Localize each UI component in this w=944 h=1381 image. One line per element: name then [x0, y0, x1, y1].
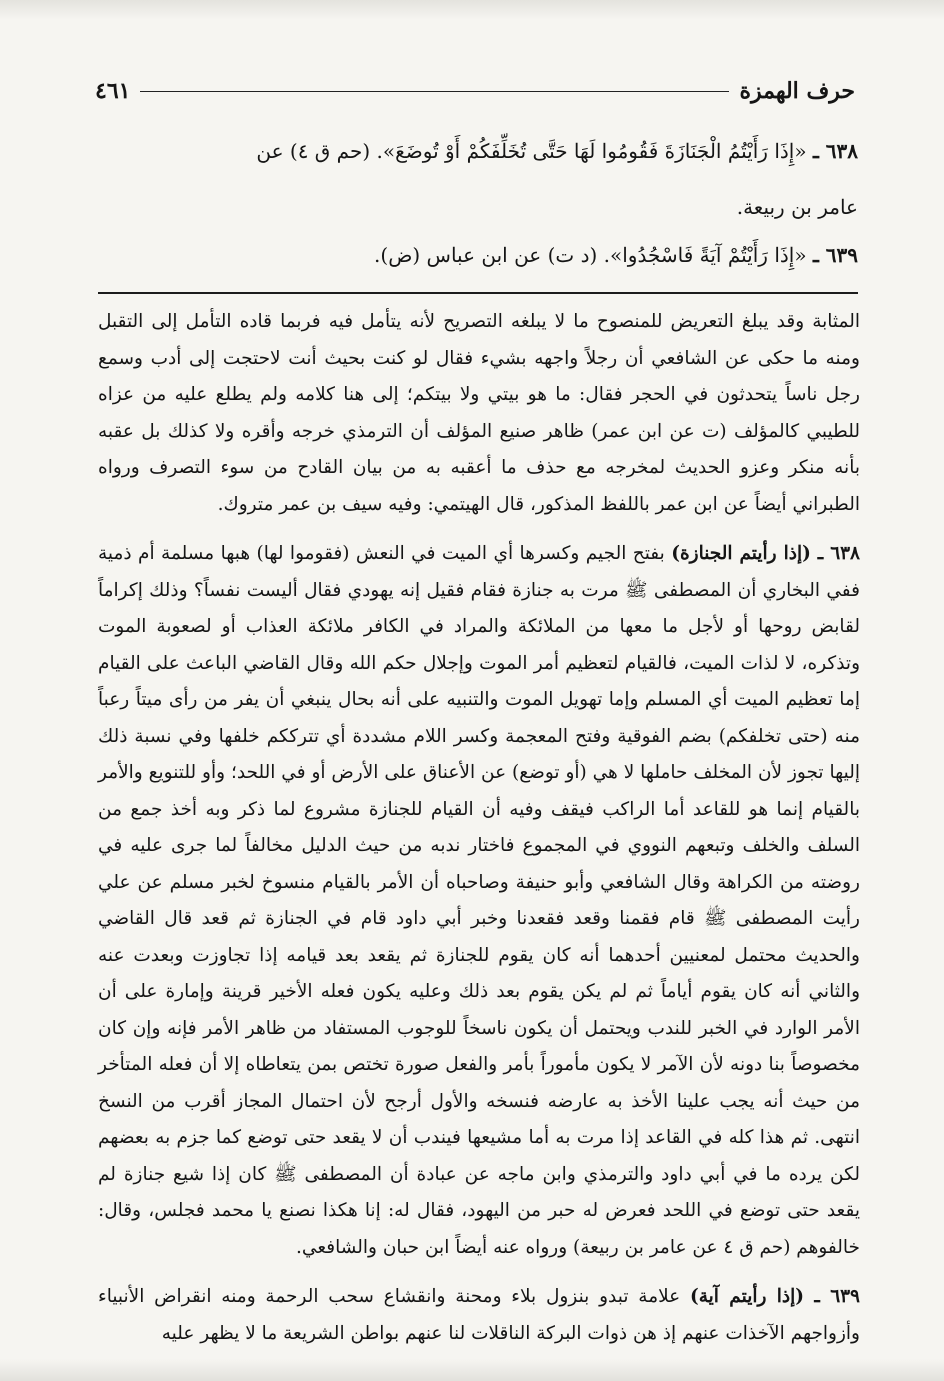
hadith-638 [100, 128, 858, 174]
running-head [95, 74, 855, 108]
chapter-title: حرف الهمزة [739, 78, 855, 104]
hadith-number: ٦٣٨ ـ [812, 139, 858, 163]
hadith-639 [100, 232, 858, 278]
commentary-lemma: ٦٣٩ ـ (إذا رأيتم آية) [689, 1286, 860, 1307]
hadith-text: «إِذَا رَأَيْتُمْ آيَةً فَاسْجُدُوا». (د ت) عن ابن عباس (ض). [374, 243, 807, 267]
commentary-paragraph-intro: المثابة وقد يبلغ التعريض للمنصوح ما لا يبلغه التصريح لأنه يتأمل فيه فربما قاده التأمل إلى التقبل ومنه ما حكى عن الشافعي أن رجلاً واجهه بشيء فقال لو كنت بحيث أنت لاحتجت إلى أدب وسمع رجل ناساً يتحدثون في الحجر فقال: ما هو بيتي ولا بيتكم؛ إلى هنا كلامه ولم يطلع عليه من عزاه للطيبي كالمؤلف (ت عن ابن عمر) ظاهر صنيع المؤلف أن الترمذي خرجه وأقره ولا كذلك بل عقبه بأنه منكر وعزو الحديث لمخرجه مع حذف ما أعقبه به من بيان القادح من سوء التصرف ورواه الطبراني أيضاً عن ابن عمر باللفظ المذكور، قال الهيتمي: وفيه سيف بن عمر متروك. [98, 311, 860, 515]
commentary-paragraph-639 [98, 1279, 860, 1352]
page-number: ٤٦١ [95, 78, 131, 104]
scan-edge-shadow [0, 0, 944, 20]
commentary-text: علامة تبدو بنزول بلاء ومحنة وانقشاع سحب الرحمة ومنه انقراض الأنبياء وأزواجهم الآخذات عنهم إذ هن ذوات البركة الناقلات لنا عنهم بواطن الشريعة ما لا يظهر عليه [98, 1286, 860, 1344]
hadith-source: عامر بن ربيعة. [736, 195, 858, 219]
commentary-paragraph-638 [98, 536, 860, 1266]
header-rule [140, 91, 729, 92]
hadith-number: ٦٣٩ ـ [812, 243, 858, 267]
commentary-text: بفتح الجيم وكسرها أي الميت في النعش (فقوموا لها) هبها مسلمة أم ذمية ففي البخاري أن المصطفى ﷺ مرت به جنازة فقام فقيل إنه يهودي فقال أليست نفساً؟ وذلك إكراماً لقابض روحها أو لأجل ما معها من الملائكة والمراد في الكافر ملائكة العذاب أو لصعوبة الموت وتذكره، لا لذات الميت، فالقيام لتعظيم أمر الموت وإجلال حكم الله وقال القاضي الباعث على القيام إما تعظيم الميت أي المسلم وإما تهويل الموت والتنبيه على أنه بحال ينبغي أن يفر من رأى ميتاً رعباً منه (حتى تخلفكم) بضم الفوقية وفتح المعجمة وكسر اللام مشددة أي تترككم خلفها وفي نسبة ذلك إليها تجوز لأن المخلف حاملها لا هي (أو توضع) عن الأعناق على الأرض أو في اللحد؛ وأو للتنويع والأمر بالقيام إنما هو للقاعد أما الراكب فيقف وفيه أن القيام للجنازة مشروع لما ذكر وبه أخذ جمع من السلف والخلف وتبعهم النووي في المجموع فاختار ندبه من حيث الدليل مخالفاً لما جرى عليه في روضته من الكراهة وقال الشافعي وأبو حنيفة وصاحباه أن الأمر بالقيام منسوخ لخبر مسلم عن علي رأيت المصطفى ﷺ قام فقمنا وقعد فقعدنا وخبر أبي داود قام في الجنازة ثم قعد قال القاضي والحديث محتمل لمعنيين أحدهما أنه كان يقوم للجنازة ثم يقعد بعد قيامه إذا تجاوزت وبعدت عنه والثاني أنه كان يقوم أياماً ثم لم يكن يقوم بعد ذلك وعليه يكون فعله الأخير قرينة وإمارة على أن الأمر الوارد في الخبر للندب ويحتمل أن يكون ناسخاً للوجوب المستفاد من ظاهر الأمر فإنه وإن كان مخصوصاً بنا دونه لأن الآمر لا يكون مأموراً بأمر والفعل صورة تختص بمن يتعاطاه إلا أن فعله المتأخر من حيث أنه يجب علينا الأخذ به عارضه فنسخه والأول أرجح لأن احتمال المجاز أقرب من النسخ انتهى. ثم هذا كله في القاعد إذا مرت به أما مشيعها فيندب أن لا يقعد حتى توضع كما جزم به بعضهم لكن يرده ما في أبي داود والترمذي وابن ماجه عن عبادة أن المصطفى ﷺ كان إذا شيع جنازة لم يقعد حتى توضع في اللحد فعرض له حبر من اليهود، فقال له: إنا هكذا نصنع يا محمد فجلس، وقال: خالفوهم (حم ق ٤ عن عامر بن ربيعة) ورواه عنه أيضاً ابن حبان والشافعي. [98, 543, 860, 1258]
scan-edge-shadow-bottom [0, 1359, 944, 1381]
commentary-lemma: ٦٣٨ ـ (إذا رأيتم الجنازة) [671, 543, 860, 564]
hadith-638-source [100, 184, 858, 230]
section-divider [98, 292, 858, 294]
commentary-body [98, 304, 860, 1365]
hadith-text: «إِذَا رَأَيْتُمُ الْجَنَازَةَ فَقُومُوا لَهَا حَتَّى تُخَلِّفَكُمْ أَوْ تُوضَعَ». (حم ق ٤) عن [256, 139, 807, 163]
